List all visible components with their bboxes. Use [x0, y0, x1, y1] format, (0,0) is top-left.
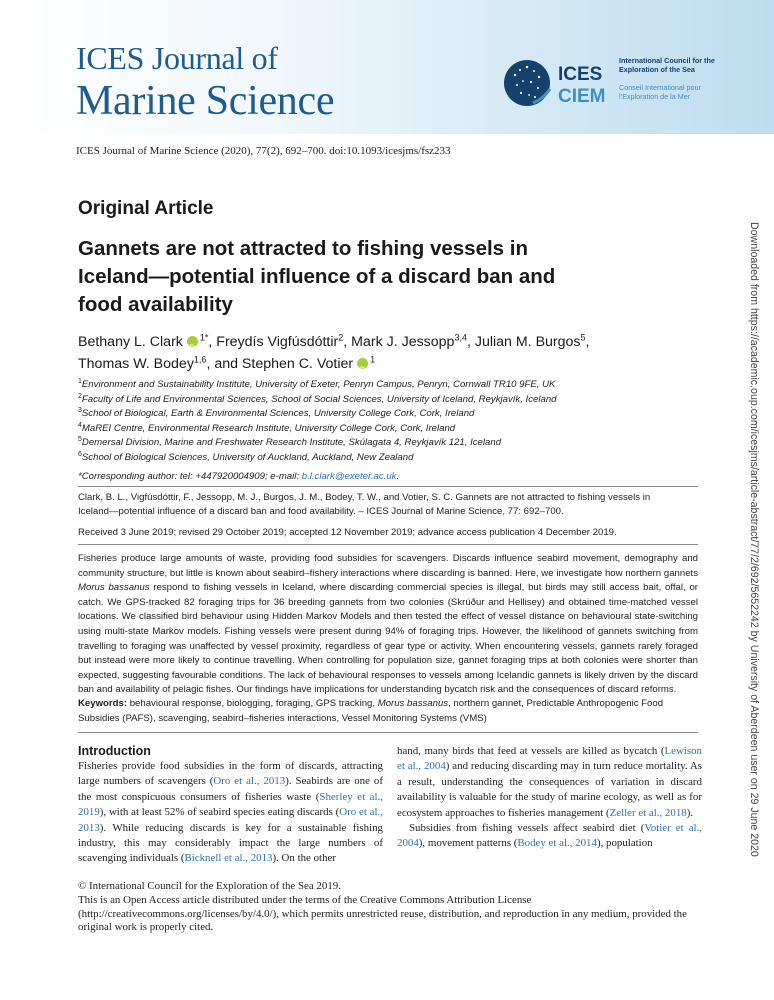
- affiliation-text: MaREI Centre, Environmental Research Institute, University College Cork, Cork, Ireland: [81, 422, 456, 434]
- author-affil-sup: 5: [580, 332, 586, 343]
- author-name[interactable]: , Freydís Vigfúsdóttir: [208, 334, 339, 350]
- affiliation-number: 5: [78, 436, 82, 444]
- section-divider: [78, 732, 698, 733]
- affiliation-number: 1: [78, 377, 82, 385]
- affiliation-text: School of Biological Sciences, University of Auckland, Auckland, New Zealand: [81, 451, 414, 463]
- body-column-left: [78, 759, 383, 867]
- author-affil-sup: 1: [370, 354, 376, 365]
- affiliation-text: Faculty of Life and Environmental Sciences, School of Social Sciences, University of Iceland, Reykjavík, Iceland: [81, 393, 557, 405]
- citation-line: ICES Journal of Marine Science (2020), 77(2), 692–700. doi:10.1093/icesjms/fsz233: [76, 145, 451, 157]
- article-type: Original Article: [78, 198, 214, 219]
- download-side-note: [744, 222, 764, 857]
- affiliation-item: [78, 451, 698, 466]
- cite-as: Clark, B. L., Vigfúsdóttir, F., Jessopp, M. J., Burgos, J. M., Bodey, T. W., and Votier, S. C. Gannets are not attracted to fishing vessels in Iceland—potential influence of a discard ban and food availability. – ICES Journal of Marine Science, 77: 692–700.: [78, 492, 651, 517]
- keywords: [78, 697, 698, 726]
- author-affil-sup: 1,6: [193, 354, 207, 365]
- received-dates: Received 3 June 2019; revised 29 October 2019; accepted 12 November 2019; advance access publication 4 December 2019.: [78, 527, 617, 538]
- reference-link[interactable]: Lewison et al., 2004: [397, 745, 702, 773]
- corresponding-author: [78, 471, 698, 482]
- ices-logo-text: ICES: [558, 64, 603, 85]
- author-name[interactable]: , Mark J. Jessopp: [343, 334, 455, 350]
- corresponding-author-text: *Corresponding author: tel: +447920004909; e-mail:: [78, 471, 302, 482]
- reference-link[interactable]: Votier et al., 2004: [397, 822, 702, 850]
- download-side-note-text: Downloaded from https://academic.oup.com/icesjms/article-abstract/77/2/692/5652242 by University of Aberdeen user on 29 June 2020: [748, 222, 760, 857]
- abstract-text: respond to fishing vessels in Iceland, where discarding commercial species is illegal, but birds may still access bait, offal, or catch. We GPS-tracked 82 foraging trips for 36 breeding gannets from two colonies (Skrúður and Hellisey) and obtained time-matched vessel locations. We classified bird behaviour using Hidden Markov Models and then tested the effect of vessel distance on behavioural state-switching using multi-state Markov models. Fishing vessels were present during 94% of foraging trips. However, the likelihood of gannets switching from travelling to foraging was unaffected by vessel proximity, regardless of gear type or activity. When encountering vessels, gannets rarely foraged but instead were more likely to continue travelling. When controlling for population size, gannet foraging trips at both colonies were shorter than expected, suggesting favourable conditions. The lack of behavioural responses to vessels among Icelandic gannets is likely driven by the discard ban and availability of pelagic fishes. Our findings have implications for understanding bycatch risk and the consequences of discard reforms.: [78, 582, 699, 696]
- reference-link[interactable]: Zeller et al., 2018: [609, 806, 687, 819]
- author-affil-sup: 3,4: [454, 332, 467, 343]
- affiliation-number: 4: [78, 421, 82, 429]
- reference-link[interactable]: Oro et al., 2013: [213, 775, 286, 788]
- affiliation-item: [78, 393, 698, 408]
- body-column-right: [397, 744, 702, 852]
- body-paragraph: Fisheries provide food subsidies in the form of discards, attracting large numbers of scavengers (Oro et al., 2013). Seabirds are one of the most conspicuous consumers of fisheries waste (Sherley et al., 2019), with at least 52% of seabird species eating discards (Oro et al., 2013). While reducing discards is key for a sustainable fishing industry, this may considerably impact the large numbers of scavenging individuals (Bicknell et al., 2013). On the other: [78, 760, 383, 865]
- keywords-label: Keywords:: [78, 698, 128, 709]
- abstract-text: Fisheries produce large amounts of waste, providing food subsidies for scavengers. Discards influence seabird movement, demography and community structure, but little is known about seabird–fishery interactions where discarding is banned. Here, we investigate how northern gannets: [78, 553, 698, 579]
- corresponding-author-suffix: .: [396, 471, 400, 482]
- keywords-text: , northern gannet, Predictable Anthropogenic Food Subsidies (PAFS), scavenging, seabird–fisheries interactions, Vessel Monitoring Systems (VMS): [78, 698, 664, 724]
- section-divider: [78, 486, 698, 487]
- article-title: Gannets are not attracted to fishing vessels in Iceland—potential influence of a discard ban and food availability: [78, 237, 556, 316]
- species-name: Morus bassanus: [78, 582, 150, 594]
- author-name[interactable]: , Julian M. Burgos: [466, 334, 581, 350]
- orcid-icon[interactable]: [187, 336, 198, 347]
- abstract: [78, 552, 698, 698]
- author-name[interactable]: , and Stephen C. Votier: [206, 356, 354, 372]
- affiliation-item: [78, 422, 698, 437]
- license-text: This is an Open Access article distributed under the terms of the Creative Commons Attribution License (http://creativecommons.org/licenses/by/4.0/), which permits unrestricted reuse, distribution, and reproduction in any medium, provided the original work is properly cited.: [78, 893, 687, 934]
- section-heading-introduction: Introduction: [78, 744, 151, 758]
- affiliation-item: [78, 378, 698, 393]
- publisher-name-fr: Conseil International pour l’Exploration de la Mer: [619, 83, 701, 101]
- affiliation-number: 3: [78, 407, 82, 414]
- affiliation-item: [78, 436, 698, 451]
- reference-link[interactable]: Bicknell et al., 2013: [184, 852, 273, 865]
- affiliation-text: School of Biological, Earth & Environmental Sciences, University College Cork, Cork, Ireland: [81, 408, 475, 420]
- affiliation-item: [78, 407, 698, 422]
- ices-logo: [503, 55, 607, 111]
- journal-title-line1: ICES Journal of: [76, 40, 278, 76]
- affiliation-text: Demersal Division, Marine and Freshwater Research Institute, Skúlagata 4, Reykjavík 121, Iceland: [81, 437, 502, 449]
- orcid-icon[interactable]: [357, 358, 368, 369]
- author-affil-sup: 1*: [199, 332, 209, 343]
- journal-title-line2: Marine Science: [76, 78, 335, 124]
- body-paragraph: hand, many birds that feed at vessels are killed as bycatch (Lewison et al., 2004) and reducing discarding may in turn reduce mortality. As a result, understanding the consequences of variation in discard availability is valuable for the study of marine ecology, as well as for ecosystem approaches to fisheries management (Zeller et al., 2018).: [397, 745, 702, 819]
- author-affil-sup: 2: [338, 332, 344, 343]
- publisher-name-en: International Council for the Exploration of the Sea: [619, 56, 715, 74]
- section-divider: [78, 544, 698, 545]
- author-name[interactable]: Thomas W. Bodey: [78, 356, 194, 372]
- affiliation-text: Environment and Sustainability Institute, University of Exeter, Penryn Campus, Penryn, Cornwall TR10 9FE, UK: [81, 379, 556, 390]
- license-footer: [78, 880, 698, 935]
- author-name[interactable]: Bethany L. Clark: [78, 334, 183, 350]
- copyright-notice: © International Council for the Exploration of the Sea 2019.: [78, 880, 341, 892]
- ciem-logo-text: CIEM: [558, 86, 606, 107]
- author-list: Bethany L. ClarkiD $^{1*}$, Freydís Vigfúsdóttir$^2$, Mark J. Jessopp$^{3,4}$, Julian M. Burgos$^5$, Thomas W. Bodey$^{1,6}$, and Stephen C. VotieriD $^1$: [78, 331, 638, 375]
- reference-link[interactable]: Sherley et al., 2019: [78, 790, 383, 819]
- affiliation-number: 2: [78, 392, 82, 400]
- affiliation-list: [78, 378, 698, 466]
- reference-link[interactable]: Bodey et al., 2014: [517, 837, 597, 850]
- keywords-text: behavioural response, biologging, foraging, GPS tracking,: [127, 698, 378, 709]
- affiliation-number: 6: [78, 450, 82, 458]
- reference-link[interactable]: Oro et al., 2013: [78, 806, 383, 834]
- email-link[interactable]: b.l.clark@exeter.ac.uk: [301, 471, 397, 482]
- body-paragraph: Subsidies from fishing vessels affect seabird diet (Votier et al., 2004), movement patterns (Bodey et al., 2014), population: [397, 822, 702, 850]
- species-name: Morus bassanus: [377, 698, 449, 709]
